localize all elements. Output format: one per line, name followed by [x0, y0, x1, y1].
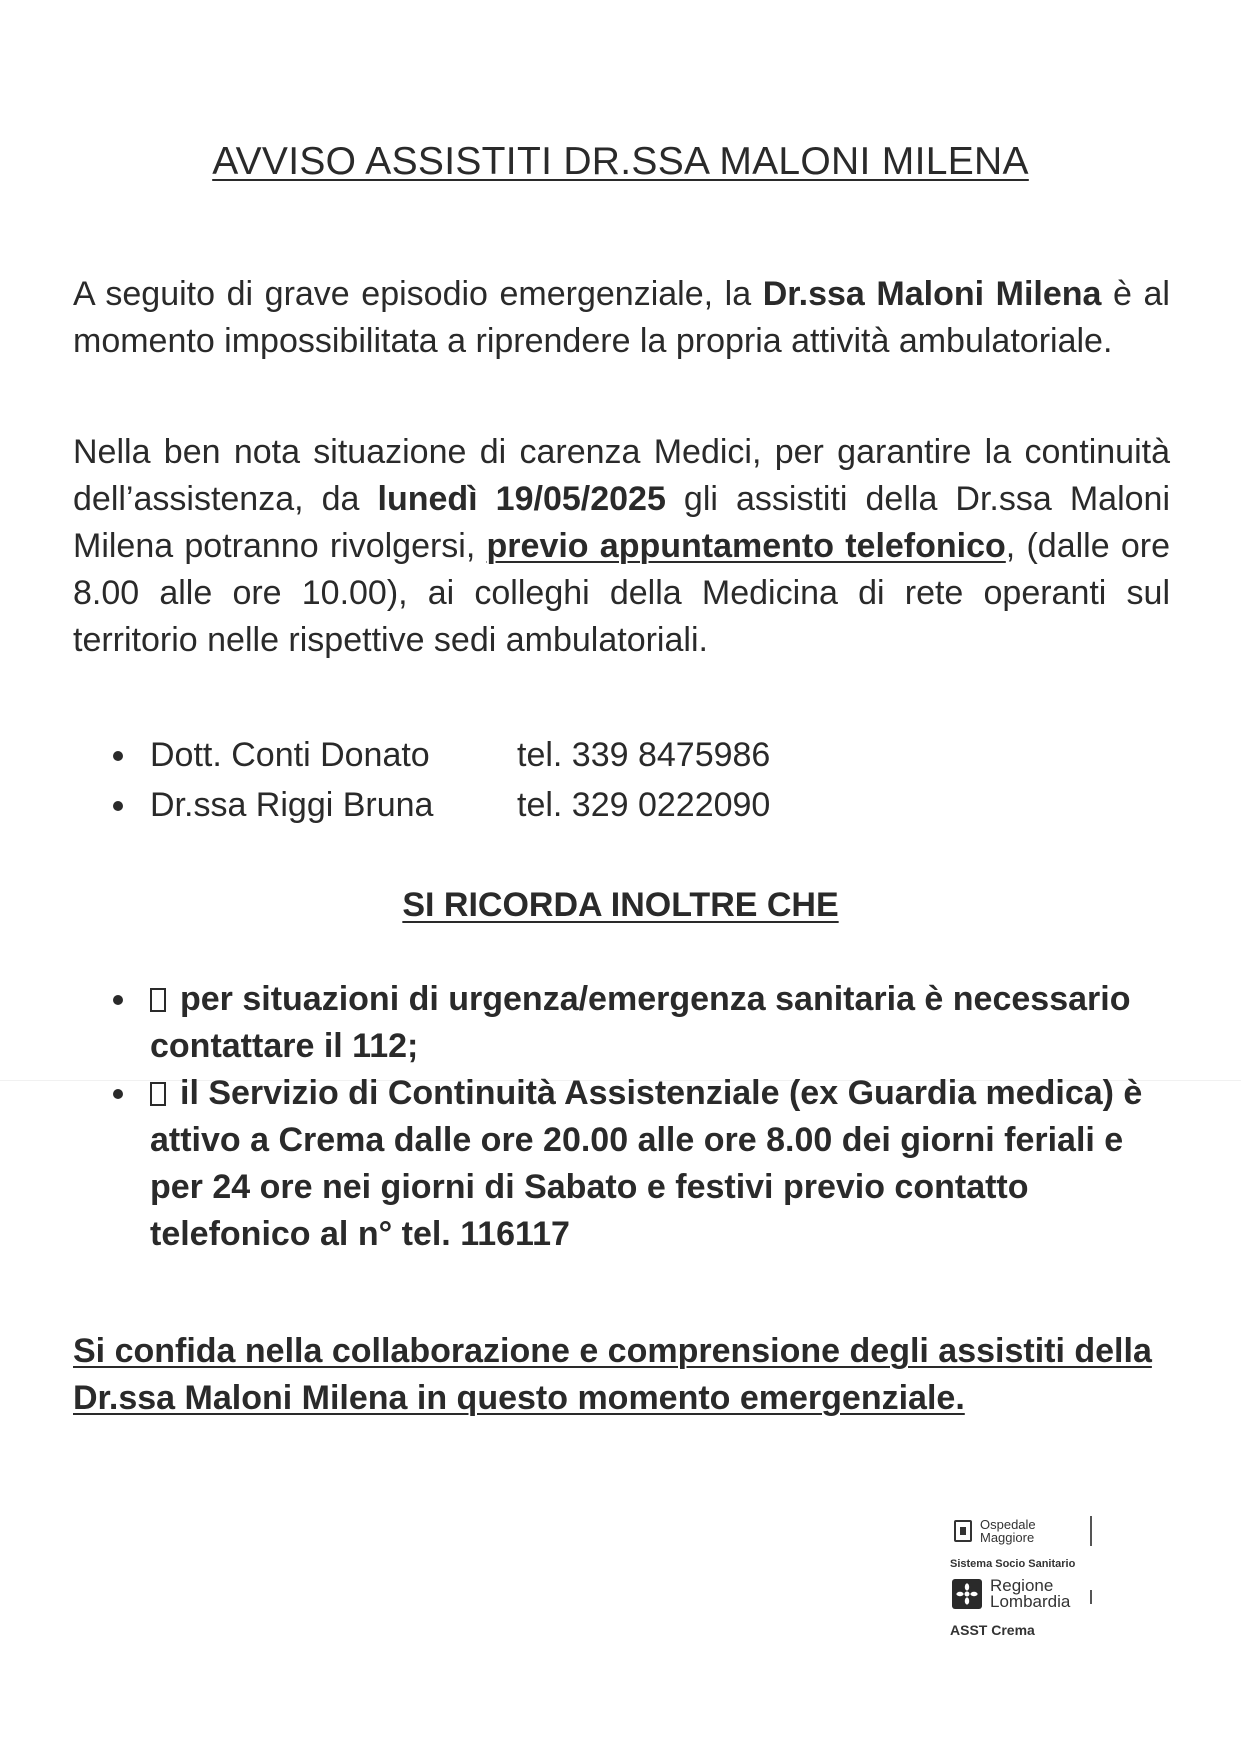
start-date-bold: lunedì 19/05/2025	[377, 480, 666, 518]
stamp-hospital-name	[980, 1518, 1036, 1544]
list-item	[105, 1070, 1185, 1258]
doctor-phone: tel. 329 0222090	[517, 786, 771, 824]
paragraph-text: , (dalle ore 8.00 alle ore 10.00), ai colleghi della Medicina di rete operanti sul territorio nelle rispettive sedi ambulatoriali.	[73, 527, 1170, 659]
stamp-text: Ospedale	[980, 1517, 1036, 1532]
list-item	[105, 780, 770, 830]
reminders-list	[105, 976, 1185, 1258]
notice-title: AVVISO ASSISTITI DR.SSA MALONI MILENA	[212, 140, 1029, 183]
doctor-name-bold: Dr.ssa Maloni Milena	[762, 275, 1102, 313]
reminder-heading: SI RICORDA INOLTRE CHE	[402, 886, 839, 924]
doctor-name: Dott. Conti Donato	[150, 736, 430, 774]
closing-statement: Si confida nella collaborazione e comprensione degli assistiti della Dr.ssa Maloni Milena in questo momento emergenziale.	[73, 1332, 1152, 1417]
list-item	[105, 730, 770, 780]
paragraph-text: A seguito di grave episodio emergenziale, la	[73, 275, 763, 313]
regione-lombardia-logo-icon	[952, 1579, 982, 1609]
doctor-name: Dr.ssa Riggi Bruna	[150, 786, 434, 824]
stamp-edge-line	[1090, 1516, 1092, 1546]
stamp-text: Regione	[990, 1576, 1054, 1595]
missing-glyph-icon	[150, 988, 166, 1012]
hospital-stamp	[948, 1512, 1108, 1652]
doctor-phone: tel. 339 8475986	[517, 736, 771, 774]
stamp-text: Lombardia	[990, 1592, 1071, 1611]
missing-glyph-icon	[150, 1082, 166, 1106]
list-item	[105, 976, 1185, 1070]
reminder-text: il Servizio di Continuità Assistenziale (ex Guardia medica) è attivo a Crema dalle ore 20.00 alle ore 8.00 dei giorni feriali e per 24 ore nei giorni di Sabato e festivi previo contatto telefonico al n° tel. 116117	[150, 1074, 1143, 1253]
stamp-text: Maggiore	[980, 1530, 1035, 1545]
stamp-asst: ASST Crema	[950, 1622, 1035, 1638]
paragraph-text: Nella ben nota situazione di carenza Medici, per garantire la continuità dell’assistenza, da	[73, 433, 1170, 518]
stamp-hospital-row	[954, 1518, 1036, 1544]
paragraph-text: è al momento impossibilitata a riprendere la propria attività ambulatoriale.	[73, 275, 1170, 360]
doctors-list	[105, 730, 770, 830]
reminder-text: per situazioni di urgenza/emergenza sanitaria è necessario contattare il 112;	[150, 980, 1131, 1065]
appointment-note: previo appuntamento telefonico	[486, 527, 1006, 565]
paragraph-text: gli assistiti della Dr.ssa Maloni Milena potranno rivolgersi,	[73, 480, 1170, 565]
paragraph-situation	[73, 271, 1170, 365]
stamp-region-row	[952, 1578, 1070, 1610]
paragraph-instructions	[73, 429, 1170, 664]
stamp-edge-line	[1090, 1590, 1092, 1604]
stamp-system: Sistema Socio Sanitario	[950, 1558, 1076, 1570]
hospital-logo-icon	[954, 1520, 972, 1542]
stamp-region-name	[990, 1578, 1070, 1610]
